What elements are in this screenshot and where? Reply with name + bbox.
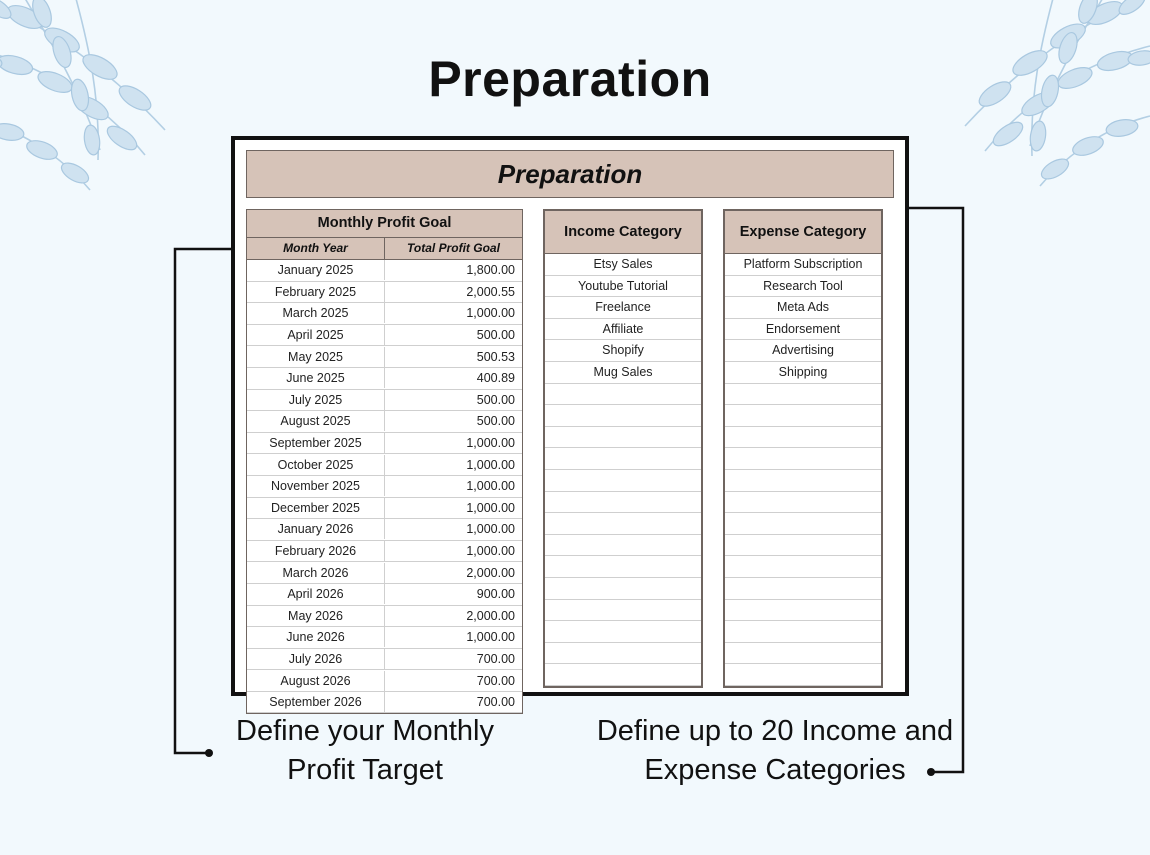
table-row[interactable] bbox=[247, 325, 522, 347]
cell-month-year: March 2025 bbox=[247, 303, 385, 323]
cell-month-year: February 2026 bbox=[247, 541, 385, 561]
list-item[interactable]: Youtube Tutorial bbox=[545, 276, 701, 298]
list-item[interactable] bbox=[725, 513, 881, 535]
cell-total-profit-goal: 1,000.00 bbox=[466, 630, 515, 645]
list-item[interactable] bbox=[545, 643, 701, 665]
list-item[interactable] bbox=[725, 600, 881, 622]
cell-month-year: January 2026 bbox=[247, 519, 385, 539]
monthly-profit-goal-table bbox=[246, 209, 523, 714]
spreadsheet-frame bbox=[231, 136, 909, 710]
list-item[interactable] bbox=[545, 535, 701, 557]
income-category-title: Income Category bbox=[545, 211, 701, 254]
table-row[interactable] bbox=[247, 411, 522, 433]
table-row[interactable] bbox=[247, 541, 522, 563]
list-item[interactable] bbox=[545, 427, 701, 449]
cell-month-year: December 2025 bbox=[247, 498, 385, 518]
cell-total-profit-goal: 500.53 bbox=[476, 349, 515, 364]
cell-month-year: April 2025 bbox=[247, 325, 385, 345]
cell-month-year: August 2025 bbox=[247, 411, 385, 431]
list-item[interactable] bbox=[545, 578, 701, 600]
expense-category-panel bbox=[723, 209, 883, 688]
cell-total-profit-goal: 500.00 bbox=[476, 328, 515, 343]
table-row[interactable] bbox=[247, 476, 522, 498]
list-item[interactable] bbox=[725, 470, 881, 492]
cell-month-year: August 2026 bbox=[247, 671, 385, 691]
list-item[interactable]: Shipping bbox=[725, 362, 881, 384]
profit-table-title: Monthly Profit Goal bbox=[247, 210, 522, 238]
cell-total-profit-goal: 1,000.00 bbox=[466, 500, 515, 515]
table-row[interactable] bbox=[247, 260, 522, 282]
cell-month-year: November 2025 bbox=[247, 476, 385, 496]
cell-month-year: July 2025 bbox=[247, 390, 385, 410]
cell-total-profit-goal: 700.00 bbox=[476, 695, 515, 710]
sheet-banner bbox=[246, 150, 894, 198]
list-item[interactable] bbox=[545, 448, 701, 470]
table-row[interactable] bbox=[247, 346, 522, 368]
cell-total-profit-goal: 500.00 bbox=[476, 392, 515, 407]
cell-month-year: June 2026 bbox=[247, 627, 385, 647]
list-item[interactable]: Endorsement bbox=[725, 319, 881, 341]
income-category-body bbox=[545, 254, 701, 686]
list-item[interactable] bbox=[725, 535, 881, 557]
cell-month-year: July 2026 bbox=[247, 649, 385, 669]
cell-total-profit-goal: 1,000.00 bbox=[466, 522, 515, 537]
table-row[interactable] bbox=[247, 606, 522, 628]
cell-month-year: October 2025 bbox=[247, 455, 385, 475]
cell-total-profit-goal: 900.00 bbox=[476, 587, 515, 602]
list-item[interactable] bbox=[725, 621, 881, 643]
table-row[interactable] bbox=[247, 627, 522, 649]
table-row[interactable] bbox=[247, 498, 522, 520]
cell-total-profit-goal: 1,000.00 bbox=[466, 457, 515, 472]
profit-table-body bbox=[247, 260, 522, 713]
list-item[interactable] bbox=[545, 492, 701, 514]
cell-total-profit-goal: 700.00 bbox=[476, 673, 515, 688]
cell-month-year: March 2026 bbox=[247, 563, 385, 583]
list-item[interactable] bbox=[725, 427, 881, 449]
panels-container bbox=[235, 198, 905, 714]
table-row[interactable] bbox=[247, 368, 522, 390]
list-item[interactable] bbox=[725, 492, 881, 514]
cell-month-year: January 2025 bbox=[247, 260, 385, 280]
cell-month-year: September 2025 bbox=[247, 433, 385, 453]
table-row[interactable] bbox=[247, 433, 522, 455]
list-item[interactable] bbox=[545, 470, 701, 492]
cell-total-profit-goal: 1,000.00 bbox=[466, 544, 515, 559]
cell-total-profit-goal: 2,000.55 bbox=[466, 284, 515, 299]
table-row[interactable] bbox=[247, 282, 522, 304]
list-item[interactable]: Platform Subscription bbox=[725, 254, 881, 276]
cell-total-profit-goal: 1,000.00 bbox=[466, 436, 515, 451]
table-row[interactable] bbox=[247, 303, 522, 325]
list-item[interactable] bbox=[545, 664, 701, 686]
cell-month-year: September 2026 bbox=[247, 692, 385, 712]
list-item[interactable] bbox=[545, 621, 701, 643]
cell-month-year: April 2026 bbox=[247, 584, 385, 604]
table-row[interactable] bbox=[247, 562, 522, 584]
cell-total-profit-goal: 700.00 bbox=[476, 651, 515, 666]
list-item[interactable] bbox=[545, 600, 701, 622]
list-item[interactable] bbox=[545, 513, 701, 535]
profit-table-header-row bbox=[247, 238, 522, 260]
list-item[interactable] bbox=[545, 556, 701, 578]
column-header-month-year: Month Year bbox=[247, 238, 385, 259]
table-row[interactable] bbox=[247, 390, 522, 412]
table-row[interactable] bbox=[247, 584, 522, 606]
table-row[interactable] bbox=[247, 692, 522, 714]
list-item[interactable]: Shopify bbox=[545, 340, 701, 362]
cell-total-profit-goal: 1,000.00 bbox=[466, 479, 515, 494]
list-item[interactable]: Advertising bbox=[725, 340, 881, 362]
table-row[interactable] bbox=[247, 519, 522, 541]
table-row[interactable] bbox=[247, 649, 522, 671]
list-item[interactable]: Meta Ads bbox=[725, 297, 881, 319]
list-item[interactable] bbox=[725, 643, 881, 665]
column-header-total-profit-goal: Total Profit Goal bbox=[407, 241, 500, 255]
cell-total-profit-goal: 2,000.00 bbox=[466, 565, 515, 580]
list-item[interactable] bbox=[725, 556, 881, 578]
list-item[interactable]: Freelance bbox=[545, 297, 701, 319]
cell-total-profit-goal: 2,000.00 bbox=[466, 608, 515, 623]
cell-month-year: May 2025 bbox=[247, 347, 385, 367]
table-row[interactable] bbox=[247, 670, 522, 692]
expense-category-body bbox=[725, 254, 881, 686]
list-item[interactable] bbox=[725, 405, 881, 427]
cell-month-year: February 2025 bbox=[247, 282, 385, 302]
table-row[interactable] bbox=[247, 454, 522, 476]
list-item[interactable] bbox=[545, 405, 701, 427]
list-item[interactable]: Mug Sales bbox=[545, 362, 701, 384]
cell-month-year: May 2026 bbox=[247, 606, 385, 626]
list-item[interactable] bbox=[725, 578, 881, 600]
sheet-banner-title: Preparation bbox=[497, 158, 643, 189]
income-category-panel bbox=[543, 209, 703, 688]
cell-total-profit-goal: 400.89 bbox=[476, 371, 515, 386]
cell-total-profit-goal: 1,800.00 bbox=[466, 263, 515, 278]
list-item[interactable] bbox=[725, 664, 881, 686]
cell-month-year: June 2025 bbox=[247, 368, 385, 388]
cell-total-profit-goal: 500.00 bbox=[476, 414, 515, 429]
page-title: Preparation bbox=[428, 51, 712, 107]
list-item[interactable] bbox=[725, 384, 881, 406]
list-item[interactable]: Etsy Sales bbox=[545, 254, 701, 276]
callout-right-text: Define up to 20 Income and Expense Categories bbox=[596, 715, 954, 787]
list-item[interactable]: Research Tool bbox=[725, 276, 881, 298]
list-item[interactable] bbox=[725, 448, 881, 470]
expense-category-title: Expense Category bbox=[725, 211, 881, 254]
list-item[interactable]: Affiliate bbox=[545, 319, 701, 341]
callout-left-text: Define your Monthly Profit Target bbox=[236, 715, 494, 787]
cell-total-profit-goal: 1,000.00 bbox=[466, 306, 515, 321]
list-item[interactable] bbox=[545, 384, 701, 406]
